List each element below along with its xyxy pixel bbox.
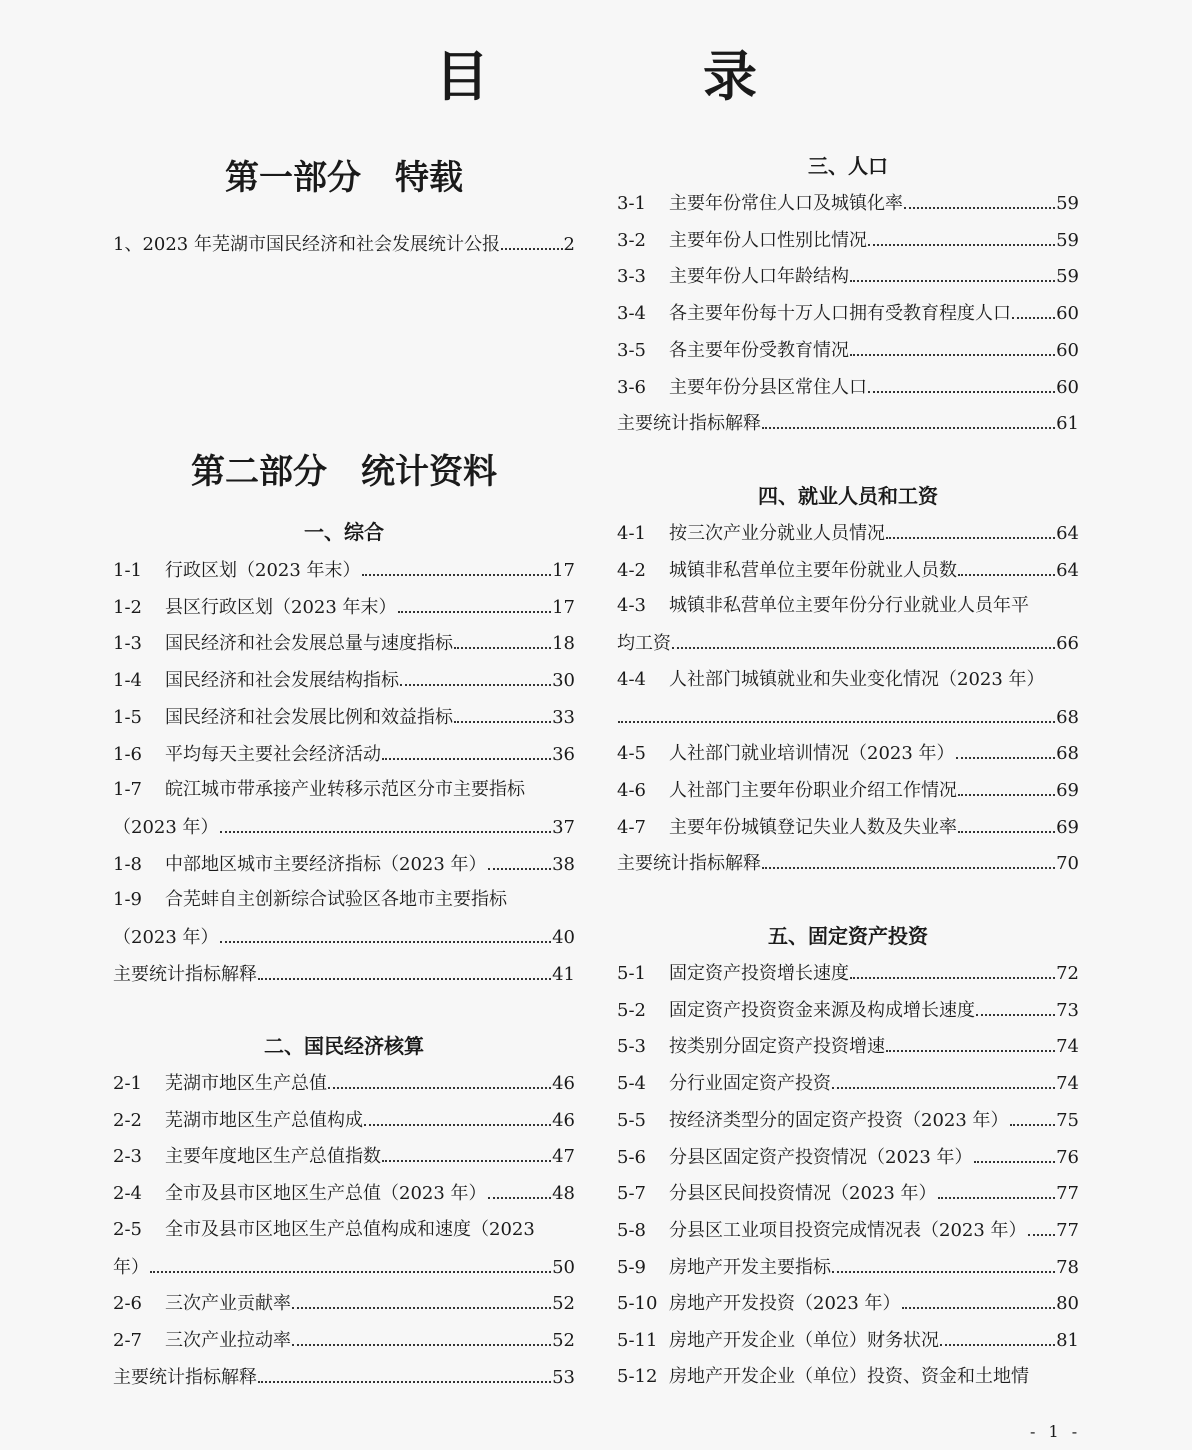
- dot-leader: [382, 741, 551, 760]
- toc-entry: [113, 1070, 575, 1096]
- page-number: - 1 -: [1030, 1422, 1082, 1441]
- entry-title: 人社部门城镇就业和失业变化情况（2023 年）: [669, 668, 1045, 690]
- entry-number: 4-6: [617, 779, 646, 801]
- entry-title: 1、2023 年芜湖市国民经济和社会发展统计公报: [113, 234, 500, 255]
- dot-leader: [150, 1254, 551, 1273]
- toc-entry: [113, 1254, 575, 1280]
- toc-entry: [113, 924, 575, 950]
- dot-leader: [938, 1180, 1056, 1199]
- entry-page: 61: [1056, 413, 1079, 435]
- toc-entry: [113, 231, 575, 257]
- toc-entry: [617, 1180, 1079, 1206]
- entry-title: 三次产业拉动率: [165, 1329, 291, 1351]
- entry-number: 1-4: [113, 670, 142, 692]
- entry-title: 中部地区城市主要经济指标（2023 年）: [165, 853, 487, 875]
- entry-title: 国民经济和社会发展结构指标: [165, 670, 399, 692]
- toc-entry: [617, 704, 1079, 730]
- entry-page: 50: [552, 1256, 575, 1278]
- section-heading-investment: 五、固定资产投资: [768, 924, 928, 948]
- entry-title: 主要年份人口年龄结构: [669, 266, 849, 288]
- toc-entry: [113, 1107, 575, 1133]
- entry-number: 4-2: [617, 559, 646, 581]
- dot-leader: [762, 850, 1055, 869]
- entry-page: 69: [1056, 816, 1079, 838]
- toc-entry: [113, 667, 575, 693]
- dot-leader: [220, 814, 552, 833]
- toc-entry: [617, 337, 1079, 363]
- dot-leader: [382, 1143, 551, 1162]
- dot-leader: [886, 520, 1055, 539]
- toc-entry: [113, 851, 575, 877]
- entry-page: 59: [1056, 229, 1079, 251]
- toc-entry: [113, 887, 575, 913]
- entry-page: 59: [1056, 193, 1079, 214]
- entry-number: 4-3: [617, 595, 646, 617]
- dot-leader: [1012, 300, 1055, 319]
- entry-title: 房地产开发主要指标: [669, 1256, 831, 1278]
- entry-title: 房地产开发企业（单位）投资、资金和土地情: [669, 1365, 1029, 1387]
- toc-entry: [617, 1217, 1079, 1243]
- entry-number: 4-4: [617, 668, 646, 690]
- entry-title: 主要年份人口性别比情况: [669, 229, 867, 251]
- dot-leader: [292, 1290, 551, 1309]
- entry-page: 40: [552, 927, 575, 948]
- entry-page: 78: [1056, 1256, 1079, 1278]
- entry-number: 5-7: [617, 1183, 646, 1205]
- dot-leader: [362, 557, 552, 576]
- toc-entry: [617, 997, 1079, 1023]
- entry-page: 48: [552, 1183, 575, 1205]
- entry-title: 分县区工业项目投资完成情况表（2023 年）: [669, 1219, 1027, 1241]
- entry-title: 房地产开发投资（2023 年）: [669, 1293, 901, 1315]
- entry-page: 46: [552, 1073, 575, 1094]
- dot-leader: [974, 1144, 1056, 1163]
- section-heading-employment: 四、就业人员和工资: [758, 484, 938, 508]
- toc-entry: [113, 1290, 575, 1316]
- entry-number: 4-1: [617, 523, 646, 544]
- entry-title: 县区行政区划（2023 年末）: [165, 596, 397, 618]
- dot-leader: [258, 961, 551, 980]
- dot-leader: [400, 667, 551, 686]
- entry-title: 主要统计指标解释: [617, 413, 761, 435]
- entry-title: 主要统计指标解释: [113, 1366, 257, 1388]
- dot-leader: [832, 1070, 1055, 1089]
- toc-entry: [617, 1107, 1079, 1133]
- entry-title: 固定资产投资增长速度: [669, 963, 849, 984]
- entry-number: 2-5: [113, 1218, 142, 1240]
- dot-leader: [454, 630, 551, 649]
- entry-page: 64: [1056, 559, 1079, 581]
- dot-leader: [868, 227, 1055, 246]
- entry-title: 城镇非私营单位主要年份就业人员数: [669, 559, 957, 581]
- entry-page: 2: [563, 234, 575, 255]
- dot-leader: [1028, 1217, 1056, 1236]
- entry-number: 1-2: [113, 596, 142, 618]
- entry-page: 53: [552, 1366, 575, 1388]
- toc-entry: [617, 1033, 1079, 1059]
- entry-title: 主要年度地区生产总值指数: [165, 1146, 381, 1168]
- entry-number: 1-9: [113, 889, 142, 911]
- entry-number: 5-6: [617, 1146, 646, 1168]
- entry-number: 3-2: [617, 229, 646, 251]
- entry-page: 36: [552, 743, 575, 765]
- entry-title: 主要统计指标解释: [617, 853, 761, 875]
- entry-page: 72: [1056, 963, 1079, 984]
- entry-page: 74: [1056, 1073, 1079, 1095]
- toc-entry: [617, 777, 1079, 803]
- entry-title: 均工资: [617, 633, 671, 655]
- entry-title: 主要统计指标解释: [113, 963, 257, 985]
- dot-leader: [258, 1364, 551, 1383]
- dot-leader: [488, 1180, 552, 1199]
- entry-title: 国民经济和社会发展总量与速度指标: [165, 633, 453, 655]
- toc-entry: [617, 1364, 1079, 1390]
- entry-title: （2023 年）: [113, 816, 219, 838]
- toc-entry: [113, 741, 575, 767]
- toc-entry: [617, 593, 1079, 619]
- toc-entry: [617, 300, 1079, 326]
- entry-number: 4-7: [617, 816, 646, 838]
- dot-leader: [672, 630, 1055, 649]
- entry-number: 3-5: [617, 339, 646, 361]
- entry-title: 皖江城市带承接产业转移示范区分市主要指标: [165, 779, 525, 801]
- entry-number: 5-1: [617, 963, 646, 984]
- entry-page: 41: [552, 963, 575, 985]
- dot-leader: [292, 1327, 551, 1346]
- dot-leader: [328, 1070, 551, 1089]
- entry-page: 60: [1056, 376, 1079, 398]
- entry-title: 各主要年份受教育情况: [669, 339, 849, 361]
- dot-leader: [940, 1327, 1055, 1346]
- dot-leader: [886, 1033, 1055, 1052]
- entry-page: 60: [1056, 339, 1079, 361]
- dot-leader: [618, 704, 1055, 723]
- entry-page: 74: [1056, 1036, 1079, 1058]
- entry-number: 1-1: [113, 560, 142, 581]
- entry-page: 47: [552, 1146, 575, 1168]
- entry-page: 60: [1056, 303, 1079, 325]
- toc-entry: [617, 1070, 1079, 1096]
- toc-entry: [617, 190, 1079, 216]
- toc-entry: [617, 814, 1079, 840]
- dot-leader: [1010, 1107, 1056, 1126]
- entry-title: 芜湖市地区生产总值: [165, 1073, 327, 1094]
- part-one-heading: 第一部分 特载: [225, 158, 463, 198]
- entry-title: 各主要年份每十万人口拥有受教育程度人口: [669, 303, 1011, 325]
- entry-number: 2-4: [113, 1183, 142, 1205]
- entry-number: 5-8: [617, 1219, 646, 1241]
- toc-entry: [617, 740, 1079, 766]
- toc-entry: [113, 961, 575, 987]
- entry-title: 平均每天主要社会经济活动: [165, 743, 381, 765]
- entry-page: 38: [552, 853, 575, 875]
- entry-page: 18: [552, 633, 575, 655]
- toc-entry: [113, 557, 575, 583]
- entry-title: 年）: [113, 1256, 149, 1278]
- entry-title: 按三次产业分就业人员情况: [669, 523, 885, 544]
- entry-number: 5-12: [617, 1365, 658, 1387]
- toc-entry: [617, 374, 1079, 400]
- entry-title: 三次产业贡献率: [165, 1293, 291, 1315]
- toc-entry: [113, 1327, 575, 1353]
- page-title: 目 录: [435, 45, 837, 108]
- entry-number: 5-3: [617, 1036, 646, 1058]
- entry-number: 3-1: [617, 193, 646, 214]
- toc-entry: [617, 263, 1079, 289]
- entry-page: 68: [1056, 743, 1079, 765]
- entry-title: 行政区划（2023 年末）: [165, 560, 361, 581]
- entry-page: 77: [1056, 1183, 1079, 1205]
- entry-number: 4-5: [617, 743, 646, 765]
- entry-page: 33: [552, 706, 575, 728]
- entry-number: 3-4: [617, 303, 646, 325]
- entry-title: 主要年份分县区常住人口: [669, 376, 867, 398]
- entry-page: 52: [552, 1293, 575, 1315]
- entry-page: 64: [1056, 523, 1079, 544]
- entry-number: 3-6: [617, 376, 646, 398]
- entry-title: 固定资产投资资金来源及构成增长速度: [669, 999, 975, 1021]
- entry-page: 59: [1056, 266, 1079, 288]
- entry-page: 70: [1056, 853, 1079, 875]
- entry-title: 国民经济和社会发展比例和效益指标: [165, 706, 453, 728]
- dot-leader: [398, 594, 552, 613]
- entry-number: 2-6: [113, 1293, 142, 1315]
- entry-title: 按经济类型分的固定资产投资（2023 年）: [669, 1109, 1009, 1131]
- toc-entry: [113, 1143, 575, 1169]
- section-heading-population: 三、人口: [808, 154, 888, 178]
- entry-page: 46: [552, 1109, 575, 1131]
- dot-leader: [902, 1290, 1056, 1309]
- dot-leader: [868, 374, 1055, 393]
- toc-entry: [113, 1217, 575, 1243]
- dot-leader: [850, 960, 1055, 979]
- toc-entry: [617, 1144, 1079, 1170]
- toc-entry: [617, 410, 1079, 436]
- entry-number: 5-2: [617, 999, 646, 1021]
- section-heading-national-accounts: 二、国民经济核算: [264, 1034, 424, 1058]
- dot-leader: [488, 851, 552, 870]
- dot-leader: [501, 231, 563, 250]
- entry-page: 73: [1056, 999, 1079, 1021]
- toc-entry: [617, 850, 1079, 876]
- toc-entry: [617, 520, 1079, 546]
- entry-title: 按类别分固定资产投资增速: [669, 1036, 885, 1058]
- section-heading-comprehensive: 一、综合: [304, 520, 384, 544]
- entry-page: 69: [1056, 779, 1079, 801]
- entry-page: 76: [1056, 1146, 1079, 1168]
- dot-leader: [364, 1107, 551, 1126]
- dot-leader: [958, 777, 1055, 796]
- entry-number: 5-5: [617, 1109, 646, 1131]
- dot-leader: [956, 740, 1056, 759]
- dot-leader: [958, 557, 1055, 576]
- dot-leader: [762, 410, 1055, 429]
- entry-number: 5-11: [617, 1330, 658, 1351]
- entry-page: 81: [1056, 1330, 1079, 1351]
- entry-number: 1-3: [113, 633, 142, 655]
- toc-entry: [113, 1364, 575, 1390]
- dot-leader: [958, 814, 1055, 833]
- entry-page: 66: [1056, 633, 1079, 655]
- entry-title: 主要年份常住人口及城镇化率: [669, 193, 903, 214]
- entry-title: 人社部门就业培训情况（2023 年）: [669, 743, 955, 765]
- entry-page: 30: [552, 670, 575, 692]
- toc-entry: [617, 1290, 1079, 1316]
- entry-title: 全市及县市区地区生产总值构成和速度（2023: [165, 1218, 535, 1240]
- toc-entry: [617, 557, 1079, 583]
- entry-number: 2-3: [113, 1146, 142, 1168]
- entry-title: 芜湖市地区生产总值构成: [165, 1109, 363, 1131]
- entry-number: 2-7: [113, 1329, 142, 1351]
- entry-page: 17: [552, 560, 575, 581]
- entry-title: 城镇非私营单位主要年份分行业就业人员年平: [669, 595, 1029, 617]
- toc-entry: [617, 667, 1079, 693]
- entry-number: 1-7: [113, 779, 142, 801]
- entry-number: 5-9: [617, 1256, 646, 1278]
- dot-leader: [454, 704, 551, 723]
- entry-title: （2023 年）: [113, 927, 219, 948]
- entry-title: 房地产开发企业（单位）财务状况: [669, 1330, 939, 1351]
- toc-entry: [617, 227, 1079, 253]
- entry-page: 68: [1056, 706, 1079, 728]
- entry-page: 77: [1056, 1219, 1079, 1241]
- entry-page: 75: [1056, 1109, 1079, 1131]
- toc-entry: [617, 1254, 1079, 1280]
- entry-title: 分县区民间投资情况（2023 年）: [669, 1183, 937, 1205]
- entry-title: 全市及县市区地区生产总值（2023 年）: [165, 1183, 487, 1205]
- dot-leader: [832, 1254, 1055, 1273]
- toc-entry: [617, 630, 1079, 656]
- toc-entry: [113, 1180, 575, 1206]
- part-two-heading: 第二部分 统计资料: [191, 452, 497, 492]
- entry-page: 52: [552, 1329, 575, 1351]
- dot-leader: [850, 263, 1055, 282]
- toc-entry: [617, 1327, 1079, 1353]
- entry-title: 分行业固定资产投资: [669, 1073, 831, 1095]
- entry-title: 主要年份城镇登记失业人数及失业率: [669, 816, 957, 838]
- entry-page: 37: [552, 816, 575, 838]
- entry-page: 17: [552, 596, 575, 618]
- entry-number: 5-4: [617, 1073, 646, 1095]
- entry-title: 合芜蚌自主创新综合试验区各地市主要指标: [165, 889, 507, 911]
- entry-number: 1-6: [113, 743, 142, 765]
- toc-entry: [617, 960, 1079, 986]
- entry-number: 1-8: [113, 853, 142, 875]
- toc-entry: [113, 704, 575, 730]
- entry-number: 2-1: [113, 1073, 142, 1094]
- dot-leader: [904, 190, 1055, 209]
- entry-number: 5-10: [617, 1293, 658, 1315]
- entry-number: 1-5: [113, 706, 142, 728]
- toc-entry: [113, 594, 575, 620]
- entry-title: 分县区固定资产投资情况（2023 年）: [669, 1146, 973, 1168]
- toc-entry: [113, 777, 575, 803]
- dot-leader: [220, 924, 552, 943]
- entry-page: 80: [1056, 1293, 1079, 1315]
- entry-number: 2-2: [113, 1109, 142, 1131]
- toc-entry: [113, 630, 575, 656]
- toc-entry: [113, 814, 575, 840]
- dot-leader: [976, 997, 1055, 1016]
- dot-leader: [850, 337, 1055, 356]
- entry-title: 人社部门主要年份职业介绍工作情况: [669, 779, 957, 801]
- entry-number: 3-3: [617, 266, 646, 288]
